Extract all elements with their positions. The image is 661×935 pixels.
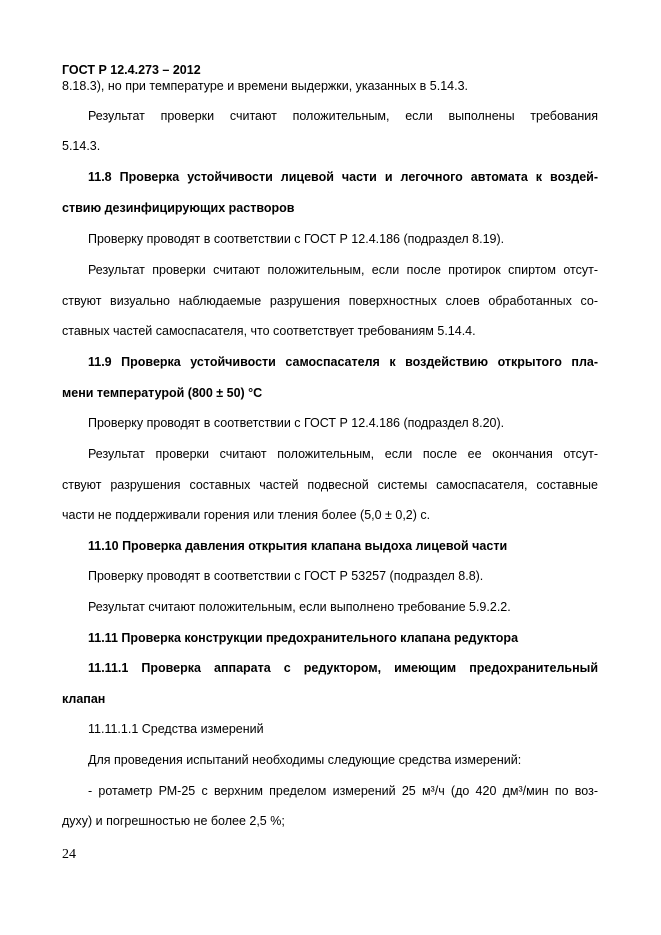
- text-line: ставных частей самоспасателя, что соответствует требованиям 5.14.4.: [62, 324, 476, 338]
- section-heading: 11.11 Проверка конструкции предохранительного клапана редуктора: [88, 631, 519, 645]
- list-item: духу) и погрешностью не более 2,5 %;: [62, 814, 285, 828]
- text-line: Результат считают положительным, если выполнено требование 5.9.2.2.: [88, 600, 511, 614]
- text-line: ствуют разрушения составных частей подвесной системы самоспасателя, составные: [62, 478, 598, 492]
- page-number: 24: [62, 847, 76, 862]
- section-heading: 11.10 Проверка давления открытия клапана выдоха лицевой части: [88, 539, 508, 553]
- section-heading: 11.9 Проверка устойчивости самоспасателя к воздействию открытого пла-: [88, 355, 598, 369]
- list-item: - ротаметр РМ-25 с верхним пределом измерений 25 м³/ч (до 420 дм³/мин по воз-: [88, 784, 598, 798]
- text-line: Проверку проводят в соответствии с ГОСТ Р 53257 (подраздел 8.8).: [88, 569, 484, 583]
- document-header: ГОСТ Р 12.4.273 – 2012: [62, 63, 201, 77]
- section-heading: 11.11.1 Проверка аппарата с редуктором, имеющим предохранительный: [88, 661, 598, 675]
- text-line: 8.18.3), но при температуре и времени выдержки, указанных в 5.14.3.: [62, 79, 469, 93]
- text-line: Проверку проводят в соответствии с ГОСТ Р 12.4.186 (подраздел 8.20).: [88, 416, 505, 430]
- text-line: 11.11.1.1 Средства измерений: [88, 722, 264, 736]
- text-line: Результат проверки считают положительным, если выполнены требования: [88, 109, 598, 123]
- text-line: 5.14.3.: [62, 139, 101, 153]
- text-line: Результат проверки считают положительным, если после протирок спиртом отсут-: [88, 263, 598, 277]
- text-line: Для проведения испытаний необходимы следующие средства измерений:: [88, 753, 522, 767]
- text-line: ствуют визуально наблюдаемые разрушения поверхностных слоев обработанных со-: [62, 294, 598, 308]
- section-heading: 11.8 Проверка устойчивости лицевой части и легочного автомата к воздей-: [88, 170, 598, 184]
- section-heading: клапан: [62, 692, 106, 706]
- section-heading: ствию дезинфицирующих растворов: [62, 201, 295, 215]
- section-heading: мени температурой (800 ± 50) °С: [62, 386, 263, 400]
- text-line: Результат проверки считают положительным, если после ее окончания отсут-: [88, 447, 598, 461]
- text-line: Проверку проводят в соответствии с ГОСТ Р 12.4.186 (подраздел 8.19).: [88, 232, 505, 246]
- text-line: части не поддерживали горения или тления более (5,0 ± 0,2) с.: [62, 508, 431, 522]
